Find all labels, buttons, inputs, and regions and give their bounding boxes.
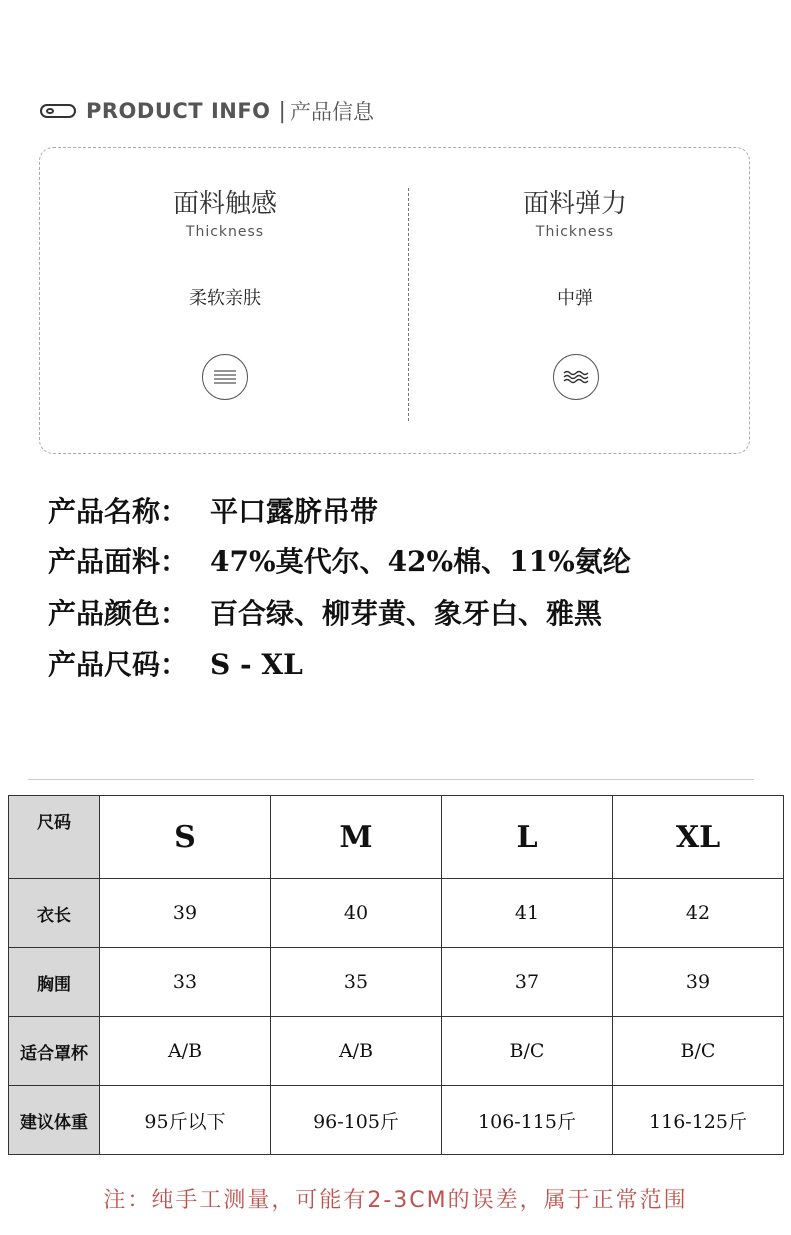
spec-sizes: [48, 643, 303, 683]
row-label: 衣长: [9, 879, 100, 948]
card-divider: [408, 188, 409, 421]
table-cell: A/B: [100, 1017, 271, 1086]
feature-texture: [100, 188, 350, 310]
table-row: [9, 879, 784, 948]
table-header-row: [9, 796, 784, 879]
table-cell: B/C: [613, 1017, 784, 1086]
table-header-label: 尺码: [9, 796, 100, 879]
product-info-card: [39, 147, 750, 454]
spec-value: 47%莫代尔、42%棉、11%氨纶: [210, 545, 631, 578]
table-cell: 116-125斤: [613, 1086, 784, 1155]
size-cell: S: [100, 796, 271, 879]
spec-value: S - XL: [210, 648, 303, 681]
spec-label: 产品颜色：: [48, 597, 189, 630]
table-row: [9, 948, 784, 1017]
spec-label: 产品尺码：: [48, 648, 189, 681]
feature-title-en: Thickness: [185, 224, 265, 240]
feature-value: 中弹: [557, 288, 593, 309]
spec-value: 百合绿、柳芽黄、象牙白、雅黑: [210, 597, 603, 630]
spec-name: [48, 490, 378, 530]
spec-label: 产品名称：: [48, 495, 189, 528]
size-table: [8, 795, 784, 1155]
header-title-zh: 产品信息: [289, 100, 374, 124]
size-cell: L: [442, 796, 613, 879]
spec-value: 平口露脐吊带: [210, 495, 379, 528]
feature-elasticity: [450, 188, 700, 310]
feature-title-zh: 面料弹力: [522, 189, 627, 219]
table-cell: 39: [613, 948, 784, 1017]
feature-value: 柔软亲肤: [189, 288, 261, 309]
size-cell: M: [271, 796, 442, 879]
table-cell: 39: [100, 879, 271, 948]
table-cell: 35: [271, 948, 442, 1017]
table-cell: 42: [613, 879, 784, 948]
row-label: 适合罩杯: [9, 1017, 100, 1086]
header-title-en: PRODUCT INFO: [86, 99, 271, 123]
table-cell: 40: [271, 879, 442, 948]
section-divider: [28, 779, 754, 780]
spec-label: 产品面料：: [48, 545, 189, 578]
table-row: [9, 1086, 784, 1155]
feature-title-zh: 面料触感: [172, 189, 277, 219]
table-cell: 95斤以下: [100, 1086, 271, 1155]
table-row: [9, 1017, 784, 1086]
table-cell: B/C: [442, 1017, 613, 1086]
horizontal-lines-icon: [202, 354, 248, 400]
waves-icon: [553, 354, 599, 400]
table-cell: 106-115斤: [442, 1086, 613, 1155]
table-cell: 37: [442, 948, 613, 1017]
table-cell: 96-105斤: [271, 1086, 442, 1155]
spec-colors: [48, 592, 602, 632]
measurement-note: 注：纯手工测量，可能有2-3CM的误差，属于正常范围: [103, 1188, 688, 1213]
size-cell: XL: [613, 796, 784, 879]
table-cell: A/B: [271, 1017, 442, 1086]
feature-title-en: Thickness: [535, 224, 615, 240]
spec-fabric: [48, 540, 631, 580]
table-cell: 41: [442, 879, 613, 948]
header-separator: |: [278, 98, 286, 124]
table-cell: 33: [100, 948, 271, 1017]
row-label: 胸围: [9, 948, 100, 1017]
toggle-pill-icon: [40, 104, 76, 118]
section-header: [40, 96, 374, 126]
row-label: 建议体重: [9, 1086, 100, 1155]
